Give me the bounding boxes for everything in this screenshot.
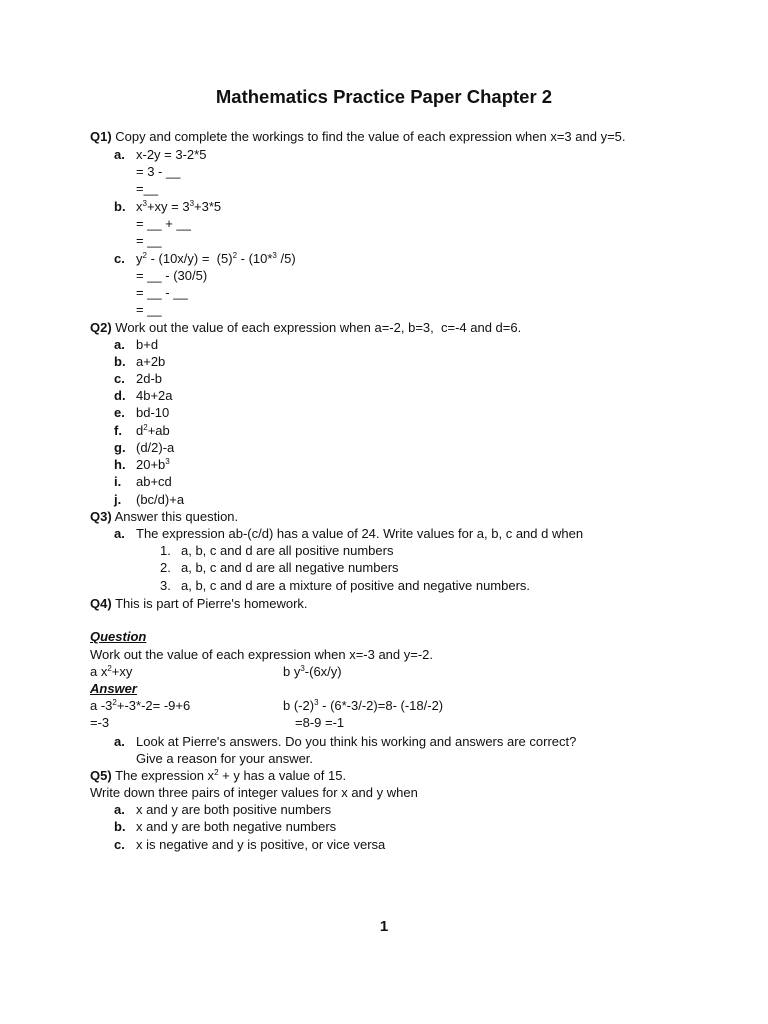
q2-item-label: h. bbox=[114, 457, 126, 472]
q4-text-part: b (-2) bbox=[283, 698, 315, 713]
q4-sup: 2 bbox=[107, 664, 112, 673]
q1-b-line3: = __ bbox=[136, 233, 162, 248]
q1-b-text: x bbox=[136, 199, 143, 214]
q1-c-text: - (10x/y) = (5) bbox=[146, 251, 233, 266]
q5-item-text: x and y are both negative numbers bbox=[136, 819, 337, 834]
page-title: Mathematics Practice Paper Chapter 2 bbox=[215, 86, 553, 107]
q1-c-line2: = __ - (30/5) bbox=[136, 268, 208, 283]
q3-sub-num: 3. bbox=[160, 578, 171, 593]
q2-item-text: 2d-b bbox=[136, 371, 163, 386]
q2-item-label: d. bbox=[114, 388, 126, 403]
q2-item-label: e. bbox=[114, 405, 125, 420]
q3-label: Q3) bbox=[90, 509, 112, 524]
q4-text-part: +-3*-2= -9+6 bbox=[116, 698, 191, 713]
q3-sub-num: 1. bbox=[160, 543, 171, 558]
q2-item-text-part: 20+b bbox=[136, 457, 166, 472]
q4-answer-b1 bbox=[283, 697, 443, 714]
q2-item-text bbox=[136, 422, 170, 439]
q2-heading bbox=[90, 319, 521, 336]
q4-text-part: -(6x/y) bbox=[304, 664, 342, 679]
q3-sub-text: a, b, c and d are all negative numbers bbox=[181, 560, 399, 575]
q1-c-line1 bbox=[136, 250, 296, 267]
q4-question-heading: Question bbox=[90, 629, 147, 644]
q2-item-label: j. bbox=[114, 492, 122, 507]
q1-c-line4: = __ bbox=[136, 302, 162, 317]
q5-item-label: a. bbox=[114, 802, 125, 817]
q3-sub-text: a, b, c and d are a mixture of positive and negative numbers. bbox=[181, 578, 531, 593]
q4-text-part: a -3 bbox=[90, 698, 113, 713]
q2-item-text: ab+cd bbox=[136, 474, 172, 489]
q2-text: Work out the value of each expression when a=-2, b=3, c=-4 and d=6. bbox=[115, 320, 522, 335]
q1-heading bbox=[90, 128, 626, 145]
q4-answer-a1 bbox=[90, 697, 190, 714]
q2-item-text: b+d bbox=[136, 337, 159, 352]
q3-a-label: a. bbox=[114, 526, 125, 541]
q3-sub-num: 2. bbox=[160, 560, 171, 575]
q1-c-sup: 3 bbox=[272, 251, 277, 260]
q4-sup: 2 bbox=[112, 698, 117, 707]
q4-text: This is part of Pierre's homework. bbox=[115, 596, 308, 611]
q2-item-text: bd-10 bbox=[136, 405, 170, 420]
q4-a-label: a. bbox=[114, 734, 125, 749]
q2-item-sup: 2 bbox=[143, 423, 148, 432]
q3-heading bbox=[90, 508, 238, 525]
q1-b-text: +xy = 3 bbox=[146, 199, 190, 214]
q4-text-part: a x bbox=[90, 664, 108, 679]
q4-a-text1: Look at Pierre's answers. Do you think his working and answers are correct? bbox=[136, 734, 577, 749]
q1-b-line2: = __ + __ bbox=[136, 216, 191, 231]
q3-sub-text: a, b, c and d are all positive numbers bbox=[181, 543, 394, 558]
q1-c-text: - (10* bbox=[237, 251, 273, 266]
q5-text-part: The expression x bbox=[115, 768, 215, 783]
q4-a-text2: Give a reason for your answer. bbox=[136, 751, 314, 766]
q3-a-text: The expression ab-(c/d) has a value of 24. Write values for a, b, c and d when bbox=[136, 526, 584, 541]
q4-answer-b2: =8-9 =-1 bbox=[295, 715, 345, 730]
q1-b-text: +3*5 bbox=[194, 199, 222, 214]
q1-label: Q1) bbox=[90, 129, 112, 144]
q4-text-part: - (6*-3/-2)=8- (-18/-2) bbox=[318, 698, 444, 713]
q2-item-sup: 3 bbox=[165, 457, 170, 466]
q2-item-text: (d/2)-a bbox=[136, 440, 175, 455]
q5-item-text: x and y are both positive numbers bbox=[136, 802, 332, 817]
q2-item-label: f. bbox=[114, 423, 122, 438]
q1-a-line2: = 3 - __ bbox=[136, 164, 181, 179]
q1-b-line1 bbox=[136, 198, 221, 215]
q1-c-sup: 2 bbox=[142, 251, 147, 260]
page-number: 1 bbox=[379, 918, 389, 935]
q2-item-label: c. bbox=[114, 371, 125, 386]
q5-heading bbox=[90, 767, 346, 784]
q4-question-text: Work out the value of each expression when x=-3 and y=-2. bbox=[90, 647, 434, 662]
q3-text: Answer this question. bbox=[114, 509, 239, 524]
q5-sup: 2 bbox=[214, 768, 219, 777]
q4-heading bbox=[90, 595, 308, 612]
q5-item-label: c. bbox=[114, 837, 125, 852]
q5-text-part: + y has a value of 15. bbox=[218, 768, 347, 783]
q4-text-part: b y bbox=[283, 664, 301, 679]
q4-answer-heading: Answer bbox=[90, 681, 137, 696]
q5-item-text: x is negative and y is positive, or vice versa bbox=[136, 837, 386, 852]
q4-question-b bbox=[283, 663, 342, 680]
q4-sup: 3 bbox=[314, 698, 319, 707]
q2-label: Q2) bbox=[90, 320, 112, 335]
q1-b-sup: 3 bbox=[189, 199, 195, 208]
q1-c-line3: = __ - __ bbox=[136, 285, 188, 300]
q2-item-label: i. bbox=[114, 474, 122, 489]
q2-item-label: a. bbox=[114, 337, 125, 352]
q1-a-line3: =__ bbox=[136, 181, 159, 196]
q1-a-line1: x-2y = 3-2*5 bbox=[136, 147, 207, 162]
q1-c-sup: 2 bbox=[232, 251, 238, 260]
q5-label: Q5) bbox=[90, 768, 112, 783]
q5-line2: Write down three pairs of integer values for x and y when bbox=[90, 785, 418, 800]
q1-c-text: y bbox=[136, 251, 143, 266]
q4-answer-a2: =-3 bbox=[90, 715, 110, 730]
q1-b-sup: 3 bbox=[142, 199, 147, 208]
q4-question-a bbox=[90, 663, 132, 680]
q2-item-text bbox=[136, 456, 170, 473]
q1-c-text: /5) bbox=[276, 251, 296, 266]
q2-item-text: a+2b bbox=[136, 354, 166, 369]
q1-c-label: c. bbox=[114, 251, 125, 266]
q4-sup: 3 bbox=[300, 664, 305, 673]
q5-item-label: b. bbox=[114, 819, 126, 834]
q1-a-label: a. bbox=[114, 147, 125, 162]
q4-label: Q4) bbox=[90, 596, 112, 611]
q2-item-text-part: +ab bbox=[147, 423, 170, 438]
q2-item-label: b. bbox=[114, 354, 126, 369]
q2-item-label: g. bbox=[114, 440, 126, 455]
q2-item-text: (bc/d)+a bbox=[136, 492, 185, 507]
q2-item-text: 4b+2a bbox=[136, 388, 173, 403]
q1-text: Copy and complete the workings to find the value of each expression when x=3 and y=5. bbox=[115, 129, 626, 144]
q1-b-label: b. bbox=[114, 199, 126, 214]
q2-item-text-part: d bbox=[136, 423, 144, 438]
q4-text-part: +xy bbox=[111, 664, 133, 679]
